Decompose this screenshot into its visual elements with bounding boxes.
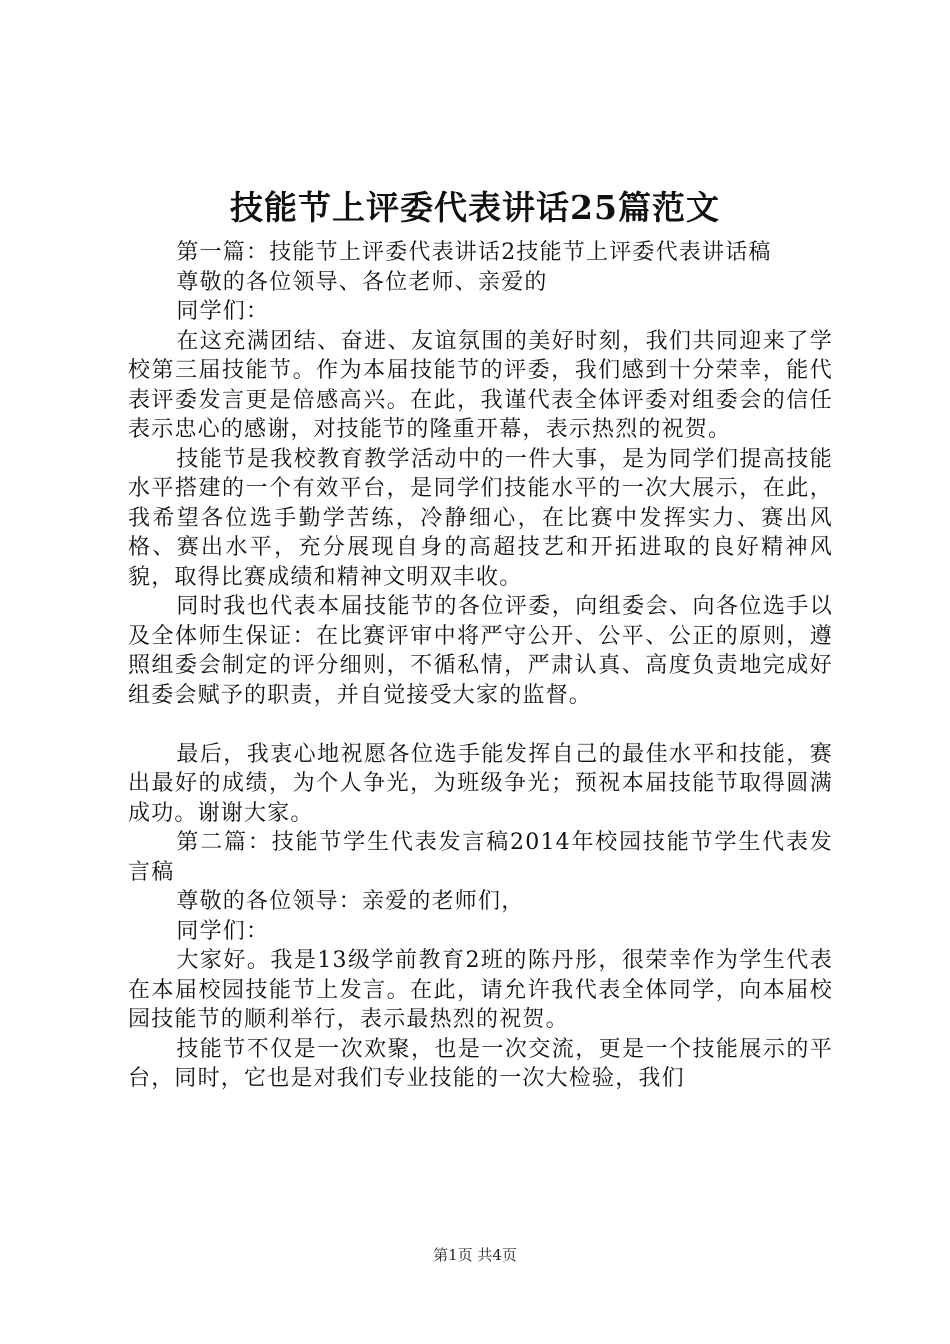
paragraph-greeting-2: 同学们：	[176, 299, 270, 324]
paragraph-body-3: 同时我也代表本届技能节的各位评委，向组委会、向各位选手以及全体师生保证：在比赛评审中将严守公开、公平、公正的原则，遵照组委会制定的评分细则，不循私情，严肃认真、高度负责地完成好组委会赋予的职责，并自觉接受大家的监督。	[128, 594, 833, 708]
paragraph-body-6: 技能节不仅是一次欢聚，也是一次交流，更是一个技能展示的平台，同时，它也是对我们专业技能的一次大检验，我们	[128, 1036, 833, 1091]
page-number: 第1页 共4页	[433, 1246, 517, 1264]
paragraph-body-2: 技能节是我校教育教学活动中的一件大事，是为同学们提高技能水平搭建的一个有效平台，是同学们技能水平的一次大展示，在此，我希望各位选手勤学苦练，冷静细心，在比赛中发挥实力、赛出风格、赛出水平，充分展现自身的高超技艺和开拓进取的良好精神风貌，取得比赛成绩和精神文明双丰收。	[128, 446, 833, 590]
document-title: 技能节上评委代表讲话25篇范文	[230, 188, 720, 227]
paragraph-heading-1: 第一篇：技能节上评委代表讲话2技能节上评委代表讲话稿	[176, 240, 772, 265]
document-body	[128, 238, 833, 1094]
paragraph-greeting-3: 尊敬的各位领导：亲爱的老师们，	[176, 889, 525, 914]
paragraph-spacer	[128, 710, 833, 740]
paragraph-body-1: 在这充满团结、奋进、友谊氛围的美好时刻，我们共同迎来了学校第三届技能节。作为本届技能节的评委，我们感到十分荣幸，能代表评委发言更是倍感高兴。在此，我谨代表全体评委对组委会的信任表示忠心的感谢，对技能节的隆重开幕，表示热烈的祝贺。	[128, 328, 833, 442]
paragraph-greeting-1: 尊敬的各位领导、各位老师、亲爱的	[176, 269, 548, 295]
paragraph-body-5: 大家好。我是13级学前教育2班的陈丹彤，很荣幸作为学生代表在本届校园技能节上发言。在此，请允许我代表全体同学，向本届校园技能节的顺利举行，表示最热烈的祝贺。	[128, 948, 833, 1032]
paragraph-greeting-4: 同学们：	[176, 918, 270, 944]
paragraph-heading-2: 第二篇：技能节学生代表发言稿2014年校园技能节学生代表发言稿	[128, 830, 833, 885]
paragraph-body-4: 最后，我衷心地祝愿各位选手能发挥自己的最佳水平和技能，赛出最好的成绩，为个人争光，为班级争光；预祝本届技能节取得圆满成功。谢谢大家。	[128, 741, 833, 826]
